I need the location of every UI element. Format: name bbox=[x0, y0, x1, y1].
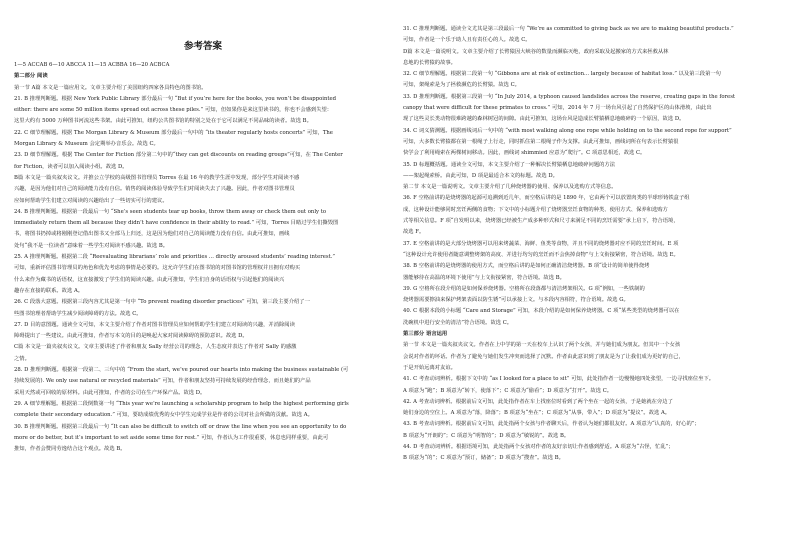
left-text-line: 23. D 细节理解题。根据 The Center for Fiction 部分第二句中的“they can get discounts on reading groups”可知，在 The Center bbox=[14, 152, 343, 159]
right-text-line: 于是开始远离对友谊。 bbox=[403, 364, 456, 371]
left-text-line: either: there are some 50 million items spread out across these piles.” 可知，但如果你是来这里读书的，你也不会感到失望： bbox=[14, 107, 333, 114]
left-text-line: complete their secondary education.” 可知，要助成绩优秀的女中学生完成学业是作者的公司对社会所做的贡献。故选 A。 bbox=[14, 412, 313, 419]
left-text-line: 趣存在直接的联系。故选 A。 bbox=[14, 287, 84, 294]
right-text-line: 可知，大多数长臂猿都在第一根绳子上行走，同时抓住第二根绳子作为支撑。由此可推知，画线词所在句表示长臂猿很 bbox=[403, 138, 679, 145]
right-text-line: 31. C 推理判断题。通读全文尤其是第三段最后一句 “We’re as committed to giving back as we are to making beautiful products.” bbox=[403, 26, 734, 32]
right-column bbox=[403, 0, 781, 560]
right-text-line: ——架起绳索桥。由此可知，D 项是最适合本文的标题。故选 D。 bbox=[403, 172, 558, 179]
right-text-line: 37. E 空格前讲的是大部分烧烤器可以用来烤蔬菜、海鲜、鱼类等食物，并且不同的烧烤器对应不同的烹饪时间。E 项 bbox=[403, 240, 679, 247]
left-text-line: 第二部分 阅读 bbox=[14, 73, 48, 80]
left-text-line: 持续发展的). We only use natural or recycled materials” 可知，作者和朋友坚持可持续发展的经营理念，而且她们的产品 bbox=[14, 378, 311, 385]
right-text-line: 她们身边的空位上。A 项意为“落，降落”；B 项意为“坐在”；C 项意为“从事，带入”；D 项意为“提议”。故选 A。 bbox=[403, 410, 671, 417]
left-text-line: 30. B 推理判断题。根据第三段最后一句 “It can also be difficult to switch off or draw the line when you see an opportunity to do bbox=[14, 423, 347, 430]
right-text-line: D篇 本文是一篇说明文。文章主要介绍了长臂猿因大峡谷的数量而濒临灭绝，政府采取及起搬家的方式来拯救从林 bbox=[403, 48, 669, 55]
right-text-line: 41. C 考查动词辨析。根据下文中的 “as I looked for a place to sit” 可知，此处指作者一边慢慢地四处张望，一边寻找座位坐下。 bbox=[403, 376, 715, 383]
right-text-line: 第一节 本文是一篇夹叙夹议文。作者在上中学的第一天在校车上认识了两个女孩，并与她们成为朋友。但其中一个女孩 bbox=[403, 342, 681, 349]
left-text-line: 书，将图书扔掉或将刚刚登记借出图书又全部马上归还，这是因为他们对自己的阅读能力没有自信。由此可推知，画线 bbox=[14, 231, 290, 238]
left-text-line: 之情。 bbox=[14, 355, 30, 362]
left-text-line: 27. D 目的意图题。通读全文可知，本文主要介绍了作者对图书管理员应如何帮助学生们建立对阅读的兴趣，并消除阅读 bbox=[14, 321, 295, 328]
right-text-line: B 项意为“开朗的”；C 项意为“明智的”；D 项意为“敏锐的”。故选 B。 bbox=[403, 432, 570, 439]
left-text-line: 推知，作者会赞同劳逸结合这个观点。故选 B。 bbox=[14, 446, 126, 453]
left-text-line: immediately return them all because they didn’t have confidence in their ability to read.” 可知，Torres 目睹过学生们撕毁图 bbox=[14, 220, 339, 227]
left-text-line: 障碍提出了一些建议。由此可推知，作者写本文的目的是唤起大家对阅读障碍的预防意识。故选 D。 bbox=[14, 333, 248, 340]
left-text-line: 什么来作为藏书的话语权，这直接激发了学生们的阅读兴趣。由此可推知，学生们自身的话语权与引起他们的阅读兴 bbox=[14, 276, 285, 283]
left-text-line: more or do better, but it’s important to set aside some time for rest.” 可知，作者认为工作很重要，休息也同样重要，由此可 bbox=[14, 434, 329, 441]
left-text-line: Morgan Library & Museum 会定期举办音乐会。故选 C。 bbox=[14, 141, 159, 148]
right-text-line: 38. B 空格前讲的是烧烤器的使用方式，而空格后讲的是如何正确清洁烧烤器。B 项“设计的简单使得烧烤 bbox=[403, 263, 650, 270]
right-text-line: 36. F 空格前讲的是烧烤器的起源可追溯到近几年，而空格后讲的是 1890 年，它由两个可以放置肉类的半球形铸铁盒子组 bbox=[403, 195, 690, 202]
right-text-line: 现了这些灵长类动物很难跨越的森林树冠的间隙。由此可推知，这场台风是造成长臂猿栖息地破碎的一个原因，故选 D。 bbox=[403, 116, 685, 123]
right-text-line: 器能够待在高温的环境下使用”与上文衔接紧密，符合语境。故选 B。 bbox=[403, 274, 565, 281]
right-text-line: 44. D 考查动词辨析。根据语境可知，此处指两个女孩对作者的友好亲切让作者感到舒适。A 项意为“古怪，忙乱”； bbox=[403, 443, 674, 450]
right-text-line: “这种设计允许使用者随意调整烤架的高度、并进行均匀的烹饪而不会焦掉食物”与上文衔接紧密，符合语境。故选 E。 bbox=[403, 251, 679, 258]
left-text-line: 兴趣，是因为他们对自己的阅读能力没有自信。销售的阅读体验导致学生们对阅读失去了兴趣。因此，作者对图书管理员 bbox=[14, 186, 295, 193]
left-text-line: 21. B 推理判断题。根据 New York Public Library 部分最后一句 “But if you’re here for the books, you won’t be disappointed bbox=[14, 95, 337, 102]
left-text-line: 可知，重新评估图书管理员的角色和优先考虑的事情是必要的。这允许学生们在图书馆的对图书馆的管理权并且拥有对购买 bbox=[14, 265, 301, 272]
right-text-line: 可知，作者是一个乐于助人且有责任心的人。故选 C。 bbox=[403, 37, 531, 44]
right-text-line: 洗碗机中进行安全的清洁”符合语境。故选 C。 bbox=[403, 319, 513, 326]
left-text-line: B篇 本文是一篇夹叙夹议文。并推公立学校的高级图书管理员 Torres 在最 16 年的教学生涯中发现，部分学生对阅读不感 bbox=[14, 174, 300, 181]
left-text-line: 29. A 细节理解题。根据第二段倒数第一句 “This year we’re launching a scholarship program to help the highest performing girls bbox=[14, 400, 349, 407]
right-text-line: 40. C 根据本段的小标题 “Care and Storage” 可知，本段介绍的是如何保养烧烤器。C 项“某些类型的烧烤器可以在 bbox=[403, 308, 680, 315]
right-text-line: 快学会了利用绳索在两棵树间移动。因此，画线词 shimmied 应意为“爬行”。C 项意思相近，故选 C。 bbox=[403, 150, 646, 157]
left-text-line: 26. C 段落大意题。根据第三段内容尤其是第一句中 “To prevent reading disorder practices” 可知，第三段主要介绍了一 bbox=[14, 299, 310, 306]
right-text-line: 第二节 本文是一篇说明文。文章主要介绍了几种烧烤器的使用、保养以及选购方式等信息。 bbox=[403, 184, 617, 191]
right-text-line: 35. D 标题概括题。通读全文可知，本文主要介绍了一种解决长臂猿栖息地破碎问题的方法 bbox=[403, 161, 616, 168]
left-text-line: 第一节 A篇 本文是一篇应用文。文章主要介绍了美国纽约四家各具特色的图书馆。 bbox=[14, 84, 207, 91]
left-text-line: 1—5 ACCAB 6—10 ABCCA 11—15 ACBBA 16—20 ACBCA bbox=[14, 62, 170, 68]
page-title: 参考答案 bbox=[183, 41, 222, 52]
left-text-line: 些图书馆理者帮助学生减少阅读障碍的方法。故选 C。 bbox=[14, 310, 142, 317]
left-text-line: C篇 本文是一篇夹叙夹议文。文章主要讲述了作者和朋友 Sally 经营公司的理念，人生态度并表达了作者对 Sally 的感激 bbox=[14, 344, 297, 351]
left-text-line: 24. B 推理判断题。根据第一段最后一句 “She’s seen students tear up books, throw them away or check them out only to bbox=[14, 208, 327, 215]
right-text-line: 39. G 空格所在段介绍的是如何保养烧烤器。空格所在段落都与清洁烤架相关。G 项“例如，一些铁制的 bbox=[403, 285, 645, 292]
left-text-line: 25. A 推理判断题。根据第二段 “Reevaluating librarians’ role and priorities ... directly aroused students’ reading interest.” bbox=[14, 254, 336, 261]
right-text-line: 第三部分 语言运用 bbox=[403, 331, 448, 338]
left-text-line: 采用天然或可回收的原材料。由此可推知，作者的公司在生产环保产品。故选 D。 bbox=[14, 389, 206, 396]
right-text-line: 42. A 考查动词辨析。根据前后文可知，此处指作者在车上找座位时看到了两个坐在一起的女孩，于是她就在旁边了 bbox=[403, 398, 673, 405]
left-text-line: 28. D 推理判断题。根据第一段第二、三句中的 “From the start, we’ve poured our hearts into making the business sustainable (可 bbox=[14, 367, 349, 374]
left-text-line: 这里大约有 5000 万种图书河流这些书架。由此可推知，纽约公共图书馆的特别之处在于它可以满足不同品味的读者。故选 B。 bbox=[14, 118, 312, 125]
right-text-line: B 项意为“的”；C 项意为“预订，储备”；D 项意为“搜查”。故选 B。 bbox=[403, 455, 564, 462]
right-text-line: A 项意为“跑”；B 项意为“转下，使落下”；C 项意为“偷看”；D 项意为“打开”。故选 C。 bbox=[403, 387, 613, 394]
right-text-line: 可知，架绳索是为了拯救濒危的长臂猿。故选 C。 bbox=[403, 82, 520, 89]
left-column bbox=[14, 0, 392, 560]
right-text-line: 43. B 考查动词辨析。根据前后文可知，此处指两个女孩与作者聊天后，作者认为她们都很友好。A 项意为“认真的，好心的”； bbox=[403, 421, 700, 428]
right-text-line: 34. C 词义猜测题。根据画线词后一句中的 “with most walking along one rope while holding on to the second rope for support” bbox=[403, 127, 732, 134]
right-text-line: 故选 F。 bbox=[403, 229, 425, 236]
right-text-line: 息地的长臂猿的故事。 bbox=[403, 59, 456, 66]
left-text-line: for Fiction，读者可以加入阅读小组。故选 D。 bbox=[14, 163, 128, 170]
right-text-line: 会说对作者的坏话。作者为了避免与她们发生冲突而选择了沉默。作者由此意识到了朋友是为了让我们成为更好的自己， bbox=[403, 353, 684, 360]
left-text-line: 处句“我不是一位读者”意味着一些学生对阅读不感兴趣。故选 B。 bbox=[14, 242, 169, 249]
right-text-line: 成，这种设计能够同时烹饪两侧的食物；下文中的小标题介绍了烧烤器烹饪食物的种类、使用方式、保养和选购方 bbox=[403, 206, 668, 213]
right-text-line: 式等相关信息。F 项“自发明以来，烧烤器已经被生产成多种形式和尺寸来满足不同的烹饪需要”承上启下，符合语境， bbox=[403, 218, 679, 225]
left-text-line: 应如何帮助学生们建立对阅读的兴趣给出了一些切实可行的建议。 bbox=[14, 197, 168, 204]
left-text-line: 22. C 细节理解题。根据 The Morgan Library & Museum 部分最后一句中的 “its theater regularly hosts concerts” 可知，The bbox=[14, 129, 333, 136]
right-text-line: 32. C 细节理解题。根据第二段第一句 “Gibbons are at risk of extinction... largely because of habitat loss.” 以及第三段第一句 bbox=[403, 71, 721, 78]
right-text-line: canopy that were difficult for these primates to cross.” 可知，2014 年 7 月一场台风引起了自然保护区的山体滑坡，由此出 bbox=[403, 105, 712, 112]
right-text-line: 烧烤器需要擦油来保护烤架表面以防生锈”可以承接上文。与本段内容相符，符合语境。故选 G。 bbox=[403, 297, 629, 304]
right-text-line: 33. D 推理判断题。根据第三段第一句 “In July 2014, a typhoon caused landslides across the reserve, creating gaps in the forest bbox=[403, 93, 736, 100]
